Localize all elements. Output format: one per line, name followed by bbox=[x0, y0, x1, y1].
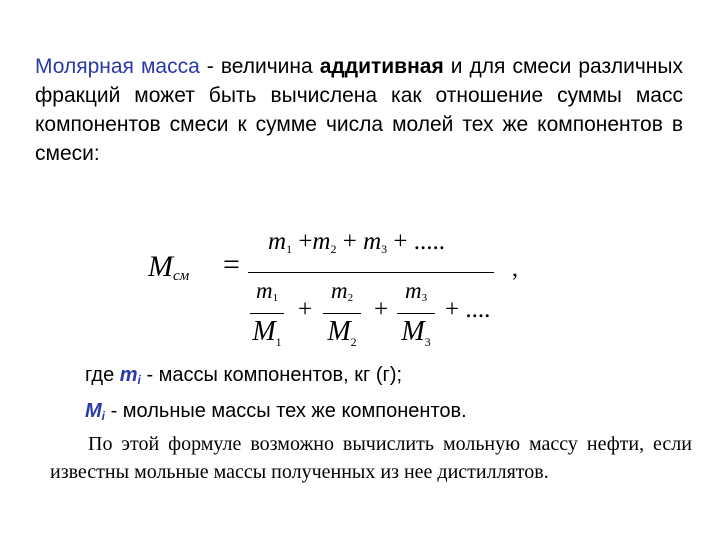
num-plus: + bbox=[342, 228, 357, 255]
den-plus: + bbox=[298, 296, 313, 323]
fraction-bar bbox=[397, 313, 435, 314]
fraction-numerator: $m_3$ bbox=[404, 278, 428, 304]
den-tail: + .... bbox=[445, 296, 491, 323]
fraction-denominator: $M_1$ bbox=[252, 316, 282, 349]
num-tail: + ..... bbox=[393, 228, 446, 255]
term-molar-mass: Молярная масса bbox=[35, 55, 200, 78]
formula-lhs bbox=[148, 250, 189, 285]
equals-sign: = bbox=[223, 248, 240, 281]
main-fraction-bar bbox=[248, 272, 494, 273]
keyword-additive: аддитивная bbox=[319, 55, 444, 78]
definition-prefix: где bbox=[85, 364, 120, 386]
fraction-bar bbox=[250, 313, 284, 314]
denominator-fraction bbox=[323, 278, 361, 358]
intro-text-part2: и для смеси различных фракций может быть вычислена как отношение суммы масс компонентов смеси к сумме числа молей тех же компонентов в смеси: bbox=[35, 55, 683, 165]
intro-text-part1: - величина bbox=[199, 55, 320, 78]
definition-text: - массы компонентов, кг (г); bbox=[140, 364, 403, 386]
denominator-fraction bbox=[397, 278, 435, 358]
num-term-symbol: m bbox=[268, 228, 287, 255]
num-term-symbol: m bbox=[312, 228, 331, 255]
fraction-denominator: $M_3$ bbox=[401, 316, 431, 349]
denominator-fraction bbox=[250, 278, 284, 358]
symbol-Mi: $M_i$ bbox=[85, 400, 106, 423]
lhs-symbol: M bbox=[148, 250, 173, 283]
num-term-sub: 3 bbox=[381, 242, 388, 256]
fraction-numerator: $m_2$ bbox=[330, 278, 354, 304]
formula-comma: , bbox=[512, 256, 518, 282]
num-term-sub: 2 bbox=[330, 242, 337, 256]
definition-text: - мольные массы тех же компонентов. bbox=[105, 400, 467, 422]
fraction-denominator: $M_2$ bbox=[327, 316, 357, 349]
intro-paragraph bbox=[35, 52, 683, 168]
num-plus: + bbox=[298, 228, 313, 255]
definition-Mi bbox=[85, 398, 467, 429]
fraction-numerator: $m_1$ bbox=[255, 278, 279, 304]
lhs-subscript: см bbox=[173, 268, 190, 284]
definition-mi bbox=[85, 362, 402, 393]
den-plus: + bbox=[374, 296, 389, 323]
conclusion-paragraph: По этой формуле возможно вычислить мольную массу нефти, если известны мольные массы полученных из нее дистиллятов. bbox=[50, 433, 692, 483]
num-term-symbol: m bbox=[363, 228, 382, 255]
formula-numerator bbox=[268, 228, 445, 257]
molar-mass-formula bbox=[140, 228, 540, 358]
symbol-mi: $m_i$ bbox=[119, 364, 141, 387]
num-term-sub: 1 bbox=[286, 242, 293, 256]
fraction-bar bbox=[323, 313, 361, 314]
